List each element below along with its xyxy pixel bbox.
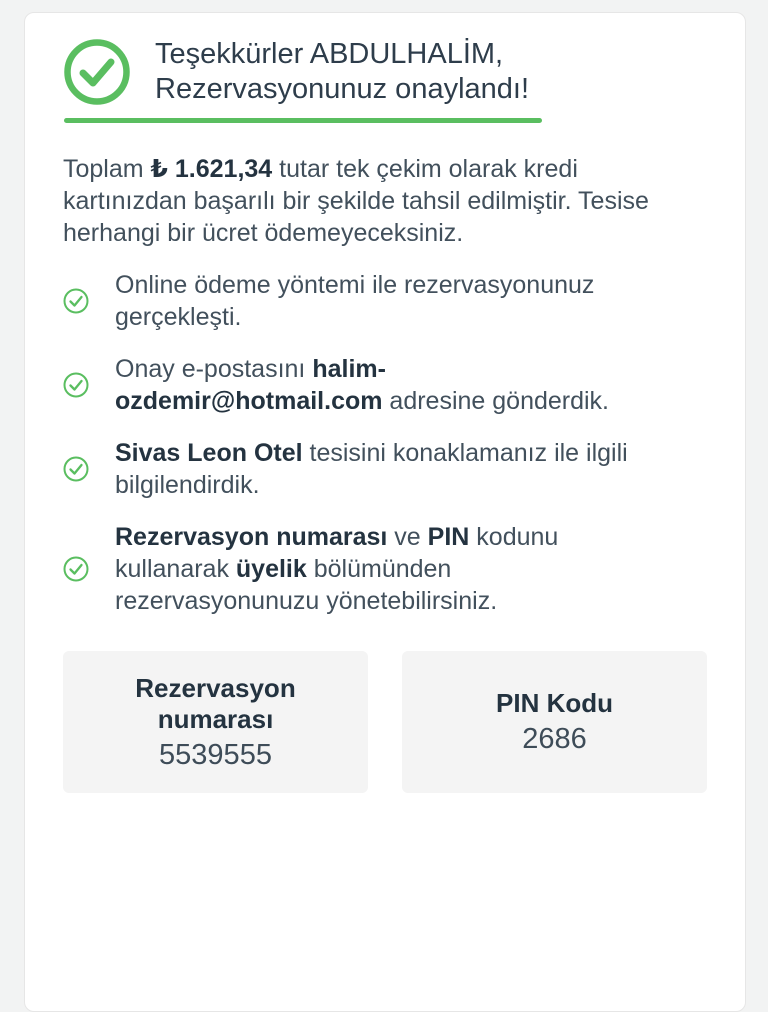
confirmation-checklist (63, 269, 707, 617)
pin-code-box (402, 651, 707, 793)
reservation-number-box (63, 651, 368, 793)
reservation-number-label: Rezervasyon numarası (135, 672, 296, 734)
check-icon (63, 556, 89, 582)
check-icon (63, 456, 89, 482)
confirmation-header (63, 37, 707, 107)
check-icon (63, 372, 89, 398)
payment-summary-text: Toplam ₺ 1.621,34 tutar tek çekim olarak kredi kartınızdan başarılı bir şekilde tahsil edilmiştir. Tesise herhangi bir ücret ödemeyeceksiniz. (63, 155, 649, 247)
pin-code-value: 2686 (522, 723, 587, 755)
list-item (63, 437, 707, 501)
check-icon (63, 288, 89, 314)
list-item-text: Rezervasyon numarası ve PIN kodunu kullanarak üyelik bölümünden rezervasyonunuzu yönetebilirsiniz. (115, 523, 559, 615)
page-title-line1: Teşekkürler ABDULHALİM, (155, 38, 504, 70)
reservation-number-value: 5539555 (159, 738, 272, 771)
list-item-text: Sivas Leon Otel tesisini konaklamanız ile ilgili bilgilendirdik. (115, 439, 628, 499)
list-item-text: Onay e-postasını halim-ozdemir@hotmail.com adresine gönderdik. (115, 355, 610, 415)
list-item (63, 521, 707, 617)
pin-code-label: PIN Kodu (496, 688, 613, 718)
list-item (63, 353, 707, 417)
summary-boxes (63, 651, 707, 793)
page-title-line2: Rezervasyonunuz onaylandı! (155, 73, 530, 105)
success-check-icon (63, 38, 131, 106)
list-item-text: Online ödeme yöntemi ile rezervasyonunuz gerçekleşti. (115, 271, 595, 331)
title-underline (64, 118, 542, 123)
list-item (63, 269, 707, 333)
confirmation-card (24, 12, 746, 1012)
page-title (155, 37, 529, 107)
